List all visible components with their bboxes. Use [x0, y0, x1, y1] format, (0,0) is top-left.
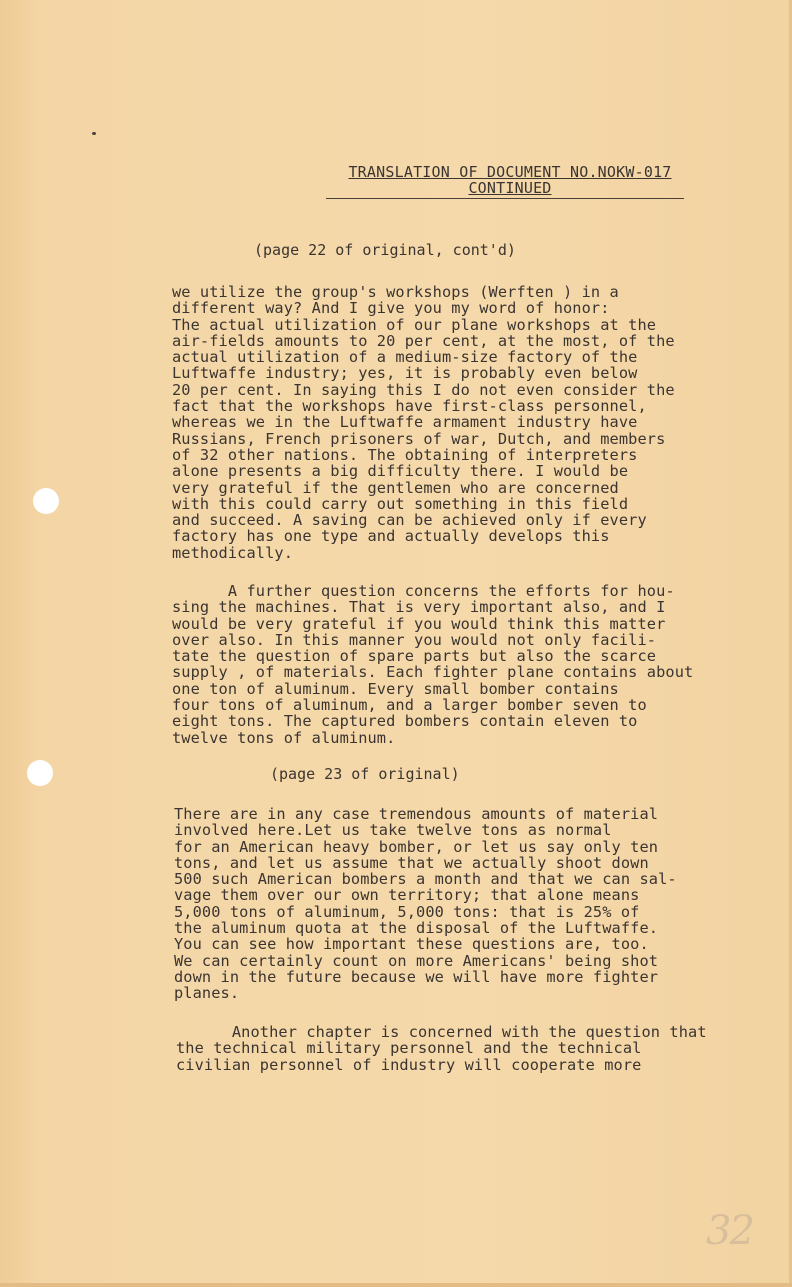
page-ref-23: (page 23 of original) — [270, 765, 460, 783]
page-ref-22: (page 22 of original, cont'd) — [254, 241, 516, 259]
punch-hole-bottom — [27, 760, 53, 786]
header-rule — [326, 198, 684, 199]
punch-hole-top — [33, 488, 59, 514]
header-title: TRANSLATION OF DOCUMENT NO.NOKW-017 — [348, 163, 672, 181]
paragraph-2: A further question concerns the efforts for hou- sing the machines. That is very important also, and I would be very grateful if you would think this matter over also. In this manner you would not only facili- tate the question of spare parts but also the scarce supply , of materials. Each fighter plane contains about one ton of aluminum. Every small bomber contains four tons of aluminum, and a larger bomber seven to eight tons. The captured bombers contain eleven to twelve tons of aluminum. — [172, 582, 694, 747]
paragraph-4: Another chapter is concerned with the question that the technical military personnel and the technical civilian personnel of industry will cooperate more — [176, 1023, 707, 1074]
header-continued: CONTINUED — [468, 179, 552, 197]
page-edge-bottom — [0, 1283, 792, 1287]
paragraph-3: There are in any case tremendous amounts of material involved here.Let us take twelve tons as normal for an American heavy bomber, or let us say only ten tons, and let us assume that we actually shoot down 500 such American bombers a month and that we can sal- vage them over our own territory; that alone means 5,000 tons of aluminum, 5,000 tons: that is 25% of the aluminum quota at the disposal of the Luftwaffe. You can see how important these questions are, too. We can certainly count on more Americans' being shot down in the future because we will have more fighter planes. — [174, 805, 677, 1003]
paragraph-1: we utilize the group's workshops (Werften ) in a different way? And I give you my word of honor: The actual utilization of our plane workshops at the air-fields amounts to 20 per cent, at the most, of the actual utilization of a medium-size factory of the Luftwaffe industry; yes, it is probably even below 20 per cent. In saying this I do not even consider the fact that the workshops have first-class personnel, whereas we in the Luftwaffe armament industry have Russians, French prisoners of war, Dutch, and members of 32 other nations. The obtaining of interpreters alone presents a big difficulty there. I would be very grateful if the gentlemen who are concerned with this could carry out something in this field and succeed. A saving can be achieved only if every factory has one type and actually develops this methodically. — [172, 283, 675, 562]
handwritten-page-number: 32 — [706, 1208, 753, 1254]
document-header — [320, 164, 700, 196]
ink-speck — [92, 132, 96, 135]
